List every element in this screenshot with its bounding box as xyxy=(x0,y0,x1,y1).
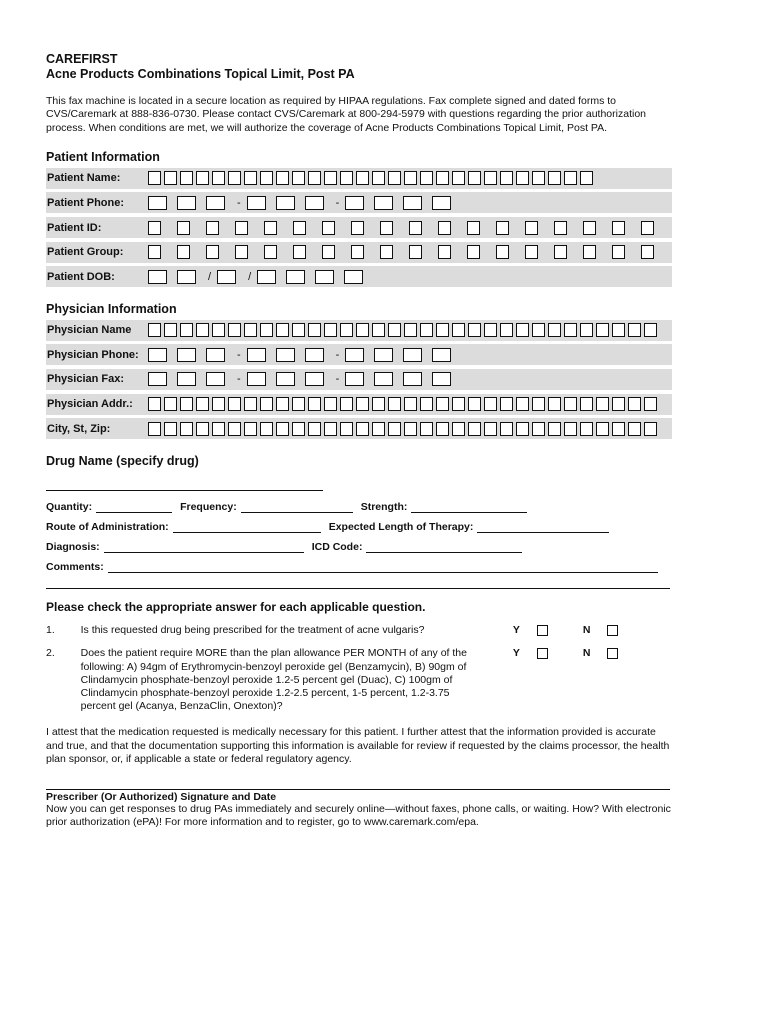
drug-details xyxy=(46,501,672,574)
char-box[interactable] xyxy=(380,221,393,235)
char-box[interactable] xyxy=(196,397,209,411)
patient-group-boxes[interactable] xyxy=(148,245,670,259)
char-box[interactable] xyxy=(612,397,625,411)
digit-box[interactable] xyxy=(305,372,324,386)
physician-fax-row xyxy=(46,369,672,390)
char-box[interactable] xyxy=(308,323,321,337)
physician-heading: Physician Information xyxy=(46,302,177,317)
char-box[interactable] xyxy=(468,422,481,436)
char-box[interactable] xyxy=(212,422,225,436)
char-box[interactable] xyxy=(351,221,364,235)
char-box[interactable] xyxy=(196,422,209,436)
char-box[interactable] xyxy=(340,323,353,337)
char-box[interactable] xyxy=(293,221,306,235)
quantity-field[interactable] xyxy=(96,501,172,513)
char-box[interactable] xyxy=(276,422,289,436)
char-box[interactable] xyxy=(628,323,641,337)
physician-addr-boxes[interactable] xyxy=(148,397,660,411)
yes-label: Y xyxy=(512,647,520,660)
char-box[interactable] xyxy=(244,397,257,411)
char-box[interactable] xyxy=(438,245,451,259)
char-box[interactable] xyxy=(628,397,641,411)
char-box[interactable] xyxy=(260,397,273,411)
char-box[interactable] xyxy=(324,422,337,436)
drug-heading: Drug Name (specify drug) xyxy=(46,454,199,469)
char-box[interactable] xyxy=(148,171,161,185)
physician-phone-boxes[interactable] xyxy=(148,348,461,362)
char-box[interactable] xyxy=(324,397,337,411)
char-box[interactable] xyxy=(516,422,529,436)
char-box[interactable] xyxy=(420,422,433,436)
char-box[interactable] xyxy=(404,171,417,185)
char-box[interactable] xyxy=(372,397,385,411)
attestation-text: I attest that the medication requested is medically necessary for this patient. I further attest that the information provided is accurate and true, and that the documentation supporting this information is available for review if requested by the claims processor, the health plan sponsor, or, if applicable a state or federal regulatory agency. xyxy=(46,726,670,766)
questions-heading: Please check the appropriate answer for each applicable question. xyxy=(46,600,426,615)
char-box[interactable] xyxy=(404,422,417,436)
char-box[interactable] xyxy=(452,171,465,185)
char-box[interactable] xyxy=(525,245,538,259)
physician-name-boxes[interactable] xyxy=(148,323,660,337)
digit-box[interactable] xyxy=(345,348,364,362)
patient-id-label: Patient ID: xyxy=(47,221,102,234)
char-box[interactable] xyxy=(292,323,305,337)
char-box[interactable] xyxy=(292,422,305,436)
char-box[interactable] xyxy=(409,221,422,235)
char-box[interactable] xyxy=(372,171,385,185)
digit-box[interactable] xyxy=(177,196,196,210)
char-box[interactable] xyxy=(244,422,257,436)
digit-box[interactable] xyxy=(305,196,324,210)
patient-dob-row xyxy=(46,266,672,287)
yes-label: Y xyxy=(512,624,520,637)
char-box[interactable] xyxy=(420,171,433,185)
char-box[interactable] xyxy=(612,221,625,235)
digit-box[interactable] xyxy=(247,348,266,362)
char-box[interactable] xyxy=(322,245,335,259)
question-2 xyxy=(46,647,672,713)
dash-separator: - xyxy=(335,348,340,361)
slash-separator: / xyxy=(208,270,212,283)
char-box[interactable] xyxy=(468,397,481,411)
char-box[interactable] xyxy=(148,422,161,436)
char-box[interactable] xyxy=(340,397,353,411)
digit-box[interactable] xyxy=(148,348,167,362)
comments-label: Comments: xyxy=(46,561,104,574)
char-box[interactable] xyxy=(276,397,289,411)
char-box[interactable] xyxy=(644,422,657,436)
digit-box[interactable] xyxy=(177,270,196,284)
char-box[interactable] xyxy=(532,397,545,411)
digit-box[interactable] xyxy=(148,270,167,284)
digit-box[interactable] xyxy=(247,372,266,386)
digit-box[interactable] xyxy=(276,348,295,362)
char-box[interactable] xyxy=(164,422,177,436)
char-box[interactable] xyxy=(564,323,577,337)
char-box[interactable] xyxy=(356,323,369,337)
char-box[interactable] xyxy=(292,171,305,185)
patient-name-label: Patient Name: xyxy=(47,172,121,185)
char-box[interactable] xyxy=(438,221,451,235)
question-text: Does the patient require MORE than the plan allowance PER MONTH of any of the following: A) 94gm of Erythromycin-benzoyl peroxide gel (Benzamycin), B) 90gm of Clindamycin phosphate-benzoyl peroxide 1.2-5 percent gel (Duac), C) 100gm of Clindamycin phosphate-benzoyl peroxide 1.2-2.5 percent, 1-5 percent, 1.2-3.75 percent gel (Acanya, BenzaClin, Onexton)? xyxy=(80,647,467,713)
digit-box[interactable] xyxy=(276,372,295,386)
patient-name-row xyxy=(46,168,672,189)
char-box[interactable] xyxy=(276,323,289,337)
physician-phone-label: Physician Phone: xyxy=(47,348,139,361)
char-box[interactable] xyxy=(484,422,497,436)
char-box[interactable] xyxy=(356,397,369,411)
signature-label: Prescriber (Or Authorized) Signature and Date xyxy=(46,790,277,803)
char-box[interactable] xyxy=(580,397,593,411)
char-box[interactable] xyxy=(420,397,433,411)
physician-fax-boxes[interactable] xyxy=(148,372,461,386)
digit-box[interactable] xyxy=(432,196,451,210)
char-box[interactable] xyxy=(583,245,596,259)
char-box[interactable] xyxy=(388,171,401,185)
char-box[interactable] xyxy=(612,323,625,337)
physician-name-row xyxy=(46,320,672,341)
char-box[interactable] xyxy=(612,422,625,436)
char-box[interactable] xyxy=(148,397,161,411)
char-box[interactable] xyxy=(516,397,529,411)
digit-box[interactable] xyxy=(217,270,236,284)
char-box[interactable] xyxy=(206,221,219,235)
char-box[interactable] xyxy=(436,397,449,411)
char-box[interactable] xyxy=(260,171,273,185)
comments-line-2[interactable] xyxy=(46,574,670,589)
char-box[interactable] xyxy=(452,397,465,411)
physician-fax-label: Physician Fax: xyxy=(47,373,125,386)
intro-text: This fax machine is located in a secure location as required by HIPAA regulations. Fax complete signed and dated forms to CVS/Caremark at 888-836-0730. Please contact CVS/Caremark at 800-294-5979 with questions regarding the prior authorization process. When conditions are met, we will authorize the coverage of Acne Products Combinations Topical Limit, Post PA. xyxy=(46,95,646,134)
org-name: CAREFIRST xyxy=(46,52,118,66)
epa-footer: Now you can get responses to drug PAs immediately and securely online—without faxes, phone calls, or waiting. How? With electronic prior authorization (ePA)! For more information and to register, go to www.caremark.com/epa. xyxy=(46,802,671,828)
digit-box[interactable] xyxy=(345,372,364,386)
dash-separator: - xyxy=(237,196,241,209)
char-box[interactable] xyxy=(293,245,306,259)
char-box[interactable] xyxy=(484,397,497,411)
char-box[interactable] xyxy=(548,397,561,411)
digit-box[interactable] xyxy=(403,196,422,210)
char-box[interactable] xyxy=(548,323,561,337)
digit-box[interactable] xyxy=(276,196,295,210)
char-box[interactable] xyxy=(580,323,593,337)
city-st-zip-row xyxy=(46,418,672,439)
char-box[interactable] xyxy=(644,323,657,337)
char-box[interactable] xyxy=(308,171,321,185)
char-box[interactable] xyxy=(580,171,593,185)
dash-separator: - xyxy=(335,373,340,386)
char-box[interactable] xyxy=(324,171,337,185)
icd-label: ICD Code: xyxy=(311,541,363,554)
char-box[interactable] xyxy=(468,323,481,337)
char-box[interactable] xyxy=(228,422,241,436)
char-box[interactable] xyxy=(580,422,593,436)
char-box[interactable] xyxy=(164,397,177,411)
digit-box[interactable] xyxy=(432,348,451,362)
digit-box[interactable] xyxy=(247,196,266,210)
char-box[interactable] xyxy=(260,422,273,436)
patient-group-label: Patient Group: xyxy=(47,246,124,259)
char-box[interactable] xyxy=(500,422,513,436)
char-box[interactable] xyxy=(644,397,657,411)
char-box[interactable] xyxy=(420,323,433,337)
char-box[interactable] xyxy=(596,323,609,337)
patient-id-boxes[interactable] xyxy=(148,221,670,235)
char-box[interactable] xyxy=(388,397,401,411)
physician-phone-row xyxy=(46,344,672,365)
char-box[interactable] xyxy=(436,422,449,436)
char-box[interactable] xyxy=(164,323,177,337)
frequency-field[interactable] xyxy=(241,501,353,513)
char-box[interactable] xyxy=(324,323,337,337)
char-box[interactable] xyxy=(496,245,509,259)
char-box[interactable] xyxy=(628,422,641,436)
char-box[interactable] xyxy=(564,422,577,436)
char-box[interactable] xyxy=(612,245,625,259)
frequency-label: Frequency: xyxy=(180,501,237,514)
char-box[interactable] xyxy=(380,245,393,259)
digit-box[interactable] xyxy=(432,372,451,386)
digit-box[interactable] xyxy=(403,372,422,386)
diagnosis-label: Diagnosis: xyxy=(46,541,100,554)
char-box[interactable] xyxy=(532,422,545,436)
route-label: Route of Administration: xyxy=(46,521,169,534)
char-box[interactable] xyxy=(148,245,161,259)
no-checkbox[interactable] xyxy=(607,648,618,659)
char-box[interactable] xyxy=(532,171,545,185)
diagnosis-field[interactable] xyxy=(104,541,304,553)
physician-name-label: Physician Name xyxy=(47,324,132,337)
char-box[interactable] xyxy=(356,422,369,436)
char-box[interactable] xyxy=(177,245,190,259)
char-box[interactable] xyxy=(516,171,529,185)
char-box[interactable] xyxy=(525,221,538,235)
char-box[interactable] xyxy=(180,171,193,185)
char-box[interactable] xyxy=(276,171,289,185)
char-box[interactable] xyxy=(500,323,513,337)
yes-no-options xyxy=(513,624,672,637)
digit-box[interactable] xyxy=(257,270,276,284)
question-number: 1. xyxy=(46,624,55,637)
digit-box[interactable] xyxy=(148,196,167,210)
char-box[interactable] xyxy=(564,397,577,411)
char-box[interactable] xyxy=(641,245,654,259)
char-box[interactable] xyxy=(564,171,577,185)
char-box[interactable] xyxy=(409,245,422,259)
digit-box[interactable] xyxy=(374,372,393,386)
digit-box[interactable] xyxy=(148,372,167,386)
char-box[interactable] xyxy=(596,397,609,411)
char-box[interactable] xyxy=(452,422,465,436)
char-box[interactable] xyxy=(340,171,353,185)
char-box[interactable] xyxy=(264,221,277,235)
char-box[interactable] xyxy=(388,422,401,436)
char-box[interactable] xyxy=(404,323,417,337)
char-box[interactable] xyxy=(177,221,190,235)
char-box[interactable] xyxy=(148,323,161,337)
digit-box[interactable] xyxy=(345,196,364,210)
char-box[interactable] xyxy=(244,323,257,337)
char-box[interactable] xyxy=(500,397,513,411)
patient-phone-row xyxy=(46,192,672,213)
quantity-label: Quantity: xyxy=(46,501,93,514)
signature-line[interactable] xyxy=(46,767,670,790)
length-field[interactable] xyxy=(477,521,609,533)
digit-box[interactable] xyxy=(177,372,196,386)
no-label: N xyxy=(582,624,591,637)
digit-box[interactable] xyxy=(374,348,393,362)
char-box[interactable] xyxy=(436,171,449,185)
digit-box[interactable] xyxy=(177,348,196,362)
form-title: Acne Products Combinations Topical Limit, Post PA xyxy=(46,67,355,81)
digit-box[interactable] xyxy=(206,196,225,210)
char-box[interactable] xyxy=(532,323,545,337)
physician-addr-label: Physician Addr.: xyxy=(47,398,133,411)
char-box[interactable] xyxy=(244,171,257,185)
char-box[interactable] xyxy=(351,245,364,259)
char-box[interactable] xyxy=(212,171,225,185)
char-box[interactable] xyxy=(148,221,161,235)
yes-checkbox[interactable] xyxy=(537,648,548,659)
char-box[interactable] xyxy=(484,171,497,185)
dash-separator: - xyxy=(335,196,340,209)
char-box[interactable] xyxy=(235,221,248,235)
physician-addr-row xyxy=(46,394,672,415)
length-label: Expected Length of Therapy: xyxy=(328,521,474,534)
char-box[interactable] xyxy=(260,323,273,337)
yes-checkbox[interactable] xyxy=(537,625,548,636)
digit-box[interactable] xyxy=(286,270,305,284)
strength-label: Strength: xyxy=(360,501,408,514)
patient-name-boxes[interactable] xyxy=(148,171,596,185)
char-box[interactable] xyxy=(452,323,465,337)
no-label: N xyxy=(582,647,591,660)
patient-group-row xyxy=(46,242,672,263)
question-1 xyxy=(46,624,672,637)
patient-dob-boxes[interactable] xyxy=(148,270,373,284)
city-st-zip-label: City, St, Zip: xyxy=(47,422,111,435)
strength-field[interactable] xyxy=(411,501,527,513)
char-box[interactable] xyxy=(356,171,369,185)
char-box[interactable] xyxy=(212,397,225,411)
slash-separator: / xyxy=(248,270,252,283)
char-box[interactable] xyxy=(467,221,480,235)
char-box[interactable] xyxy=(548,422,561,436)
digit-box[interactable] xyxy=(305,348,324,362)
char-box[interactable] xyxy=(308,422,321,436)
comments-field[interactable] xyxy=(108,561,658,573)
char-box[interactable] xyxy=(235,245,248,259)
drug-name-field[interactable] xyxy=(46,468,323,491)
char-box[interactable] xyxy=(554,221,567,235)
patient-phone-label: Patient Phone: xyxy=(47,196,125,209)
char-box[interactable] xyxy=(264,245,277,259)
yes-no-options xyxy=(513,647,672,713)
no-checkbox[interactable] xyxy=(607,625,618,636)
char-box[interactable] xyxy=(596,422,609,436)
char-box[interactable] xyxy=(388,323,401,337)
patient-phone-boxes[interactable] xyxy=(148,196,461,210)
icd-field[interactable] xyxy=(366,541,522,553)
char-box[interactable] xyxy=(340,422,353,436)
char-box[interactable] xyxy=(164,171,177,185)
char-box[interactable] xyxy=(372,422,385,436)
char-box[interactable] xyxy=(292,397,305,411)
char-box[interactable] xyxy=(206,245,219,259)
char-box[interactable] xyxy=(212,323,225,337)
form-page xyxy=(46,52,672,829)
char-box[interactable] xyxy=(228,171,241,185)
char-box[interactable] xyxy=(180,422,193,436)
question-number: 2. xyxy=(46,647,55,660)
char-box[interactable] xyxy=(500,171,513,185)
patient-heading: Patient Information xyxy=(46,150,160,165)
char-box[interactable] xyxy=(436,323,449,337)
digit-box[interactable] xyxy=(403,348,422,362)
char-box[interactable] xyxy=(228,323,241,337)
char-box[interactable] xyxy=(468,171,481,185)
dash-separator: - xyxy=(237,373,241,386)
digit-box[interactable] xyxy=(206,372,225,386)
char-box[interactable] xyxy=(228,397,241,411)
patient-dob-label: Patient DOB: xyxy=(47,270,115,283)
char-box[interactable] xyxy=(554,245,567,259)
digit-box[interactable] xyxy=(344,270,363,284)
char-box[interactable] xyxy=(404,397,417,411)
char-box[interactable] xyxy=(196,323,209,337)
char-box[interactable] xyxy=(196,171,209,185)
digit-box[interactable] xyxy=(374,196,393,210)
char-box[interactable] xyxy=(641,221,654,235)
char-box[interactable] xyxy=(180,323,193,337)
char-box[interactable] xyxy=(180,397,193,411)
char-box[interactable] xyxy=(372,323,385,337)
char-box[interactable] xyxy=(496,221,509,235)
char-box[interactable] xyxy=(548,171,561,185)
dash-separator: - xyxy=(237,348,241,361)
city-st-zip-boxes[interactable] xyxy=(148,422,660,436)
patient-id-row xyxy=(46,217,672,238)
digit-box[interactable] xyxy=(206,348,225,362)
question-text: Is this requested drug being prescribed for the treatment of acne vulgaris? xyxy=(80,624,425,637)
route-field[interactable] xyxy=(173,521,321,533)
char-box[interactable] xyxy=(467,245,480,259)
char-box[interactable] xyxy=(322,221,335,235)
char-box[interactable] xyxy=(516,323,529,337)
char-box[interactable] xyxy=(308,397,321,411)
digit-box[interactable] xyxy=(315,270,334,284)
char-box[interactable] xyxy=(484,323,497,337)
char-box[interactable] xyxy=(583,221,596,235)
